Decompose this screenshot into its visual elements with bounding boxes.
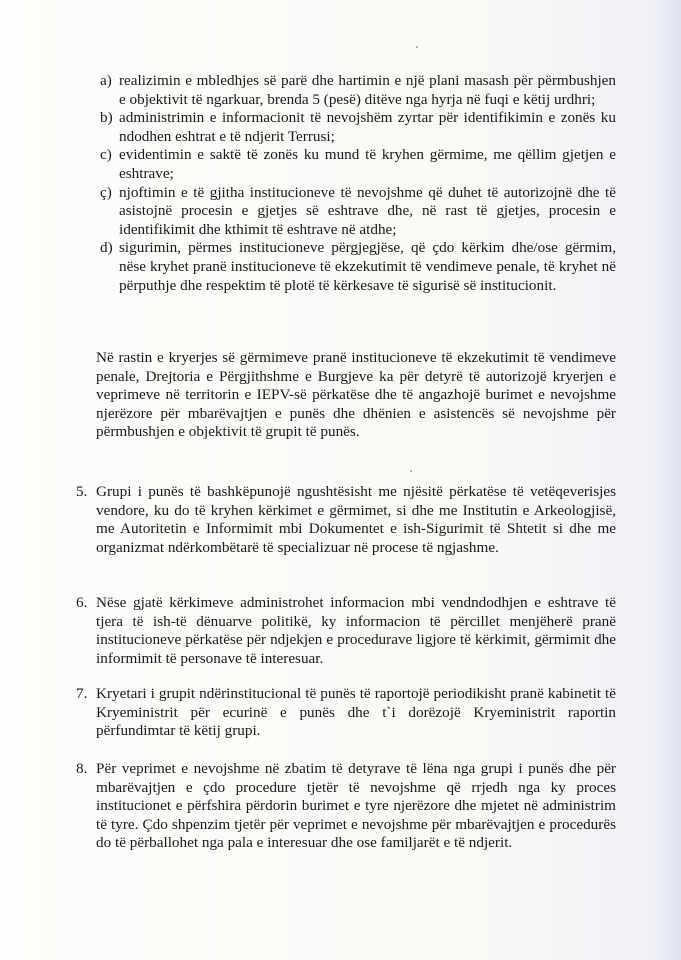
- list-item-b: [100, 109, 616, 146]
- list-marker: d): [100, 239, 113, 257]
- list-marker: b): [100, 109, 113, 127]
- list-item-text: realizimin e mbledhjes së parë dhe hartimin e një plani masash për përmbushjen e objektivit të ngarkuar, brenda 5 (pesë) ditëve nga hyrja në fuqi e këtij urdhri;: [119, 72, 616, 108]
- item-number: 8.: [76, 760, 88, 777]
- numbered-item-7: [76, 685, 616, 741]
- scan-speck: [410, 470, 412, 472]
- numbered-item-5: [76, 483, 616, 557]
- list-item-text: njoftimin e të gjitha institucioneve të nevojshme që duhet të autorizojnë dhe të asistojnë procesin e gjetjes së eshtrave dhe, në rast të gjetjes, procesin e identifikimit dhe kthimit të eshtrave në atdhe;: [119, 183, 616, 238]
- item-text: Grupi i punës të bashkëpunojë ngushtësisht me njësitë përkatëse të vetëqeverisjes vendore, ku do të kryhen kërkimet e gërmimet, si dhe me Institutin e Arkeologjisë, me Autoritetin e Informimit mbi Dokumentet e ish-Sigurimit të Shtetit si dhe me organizmat ndërkombëtarë të specializuar në procese të ngjashme.: [96, 483, 616, 556]
- numbered-item-8: [76, 760, 616, 853]
- numbered-item-6: [76, 594, 616, 668]
- list-marker: ç): [100, 183, 112, 201]
- list-marker: c): [100, 146, 112, 164]
- list-item-text: sigurimin, përmes institucioneve përgjegjëse, që çdo kërkim dhe/ose gërmim, nëse kryhet pranë institucioneve të ekzekutimit të vendimeve penale, të kryhet në përputhje dhe respektim të plotë të kërkesave të sigurisë së institucionit.: [119, 239, 616, 294]
- scan-edge-shadow: [655, 0, 681, 960]
- list-item-text: administrimin e informacionit të nevojshëm zyrtar për identifikimin e zonës ku ndodhen eshtrat e të ndjerit Terrusi;: [119, 109, 616, 145]
- item-number: 5.: [76, 483, 88, 500]
- list-item-text: evidentimin e saktë të zonës ku mund të kryhen gërmime, me qëllim gjetjen e eshtrave;: [119, 146, 616, 182]
- list-marker: a): [100, 72, 112, 89]
- body-paragraph: Në rastin e kryerjes së gërmimeve pranë institucioneve të ekzekutimit të vendimeve penale, Drejtoria e Përgjithshme e Burgjeve ka për detyrë të autorizojë kryerjen e veprimeve në territorin e IEPV-së përkatëse dhe të angazhojë burimet e nevojshme njerëzore për mbarëvajtjen e punës dhe dhënien e asistencës së nevojshme për përmbushjen e objektivit të grupit të punës.: [96, 349, 616, 441]
- item-number: 6.: [76, 594, 88, 611]
- list-item-c-cedilla: [100, 184, 616, 240]
- scan-speck: [416, 46, 418, 48]
- list-item-c: [100, 146, 616, 183]
- lettered-list: [100, 72, 616, 295]
- item-number: 7.: [76, 685, 88, 702]
- list-item-d: [100, 239, 616, 295]
- item-text: Nëse gjatë kërkimeve administrohet informacion mbi vendndodhjen e eshtrave të tjera të ish-të dënuarve politikë, ky informacion të përcillet menjëherë pranë institucioneve përkatëse për ndjekjen e procedurave ligjore të kërkimit, gërmimit dhe informimit të personave të interesuar.: [96, 594, 616, 667]
- item-text: Kryetari i grupit ndërinstitucional të punës të raportojë periodikisht pranë kabinetit të Kryeministrit për ecurinë e punës dhe t`i dorëzojë Kryeministrit raportin përfundimtar të këtij grupi.: [96, 685, 616, 740]
- item-text: Për veprimet e nevojshme në zbatim të detyrave të lëna nga grupi i punës dhe për mbarëvajtjen e çdo procedure tjetër të nevojshme që rrjedh nga ky proces institucionet e përfshira përdorin burimet e tyre njerëzore dhe mjetet në administrim të tyre. Çdo shpenzim tjetër për veprimet e nevojshme për mbarëvajtjen e procedurës do të përballohet nga pala e interesuar dhe ose familjarët e të ndjerit.: [96, 760, 616, 852]
- list-item-a: [100, 72, 616, 109]
